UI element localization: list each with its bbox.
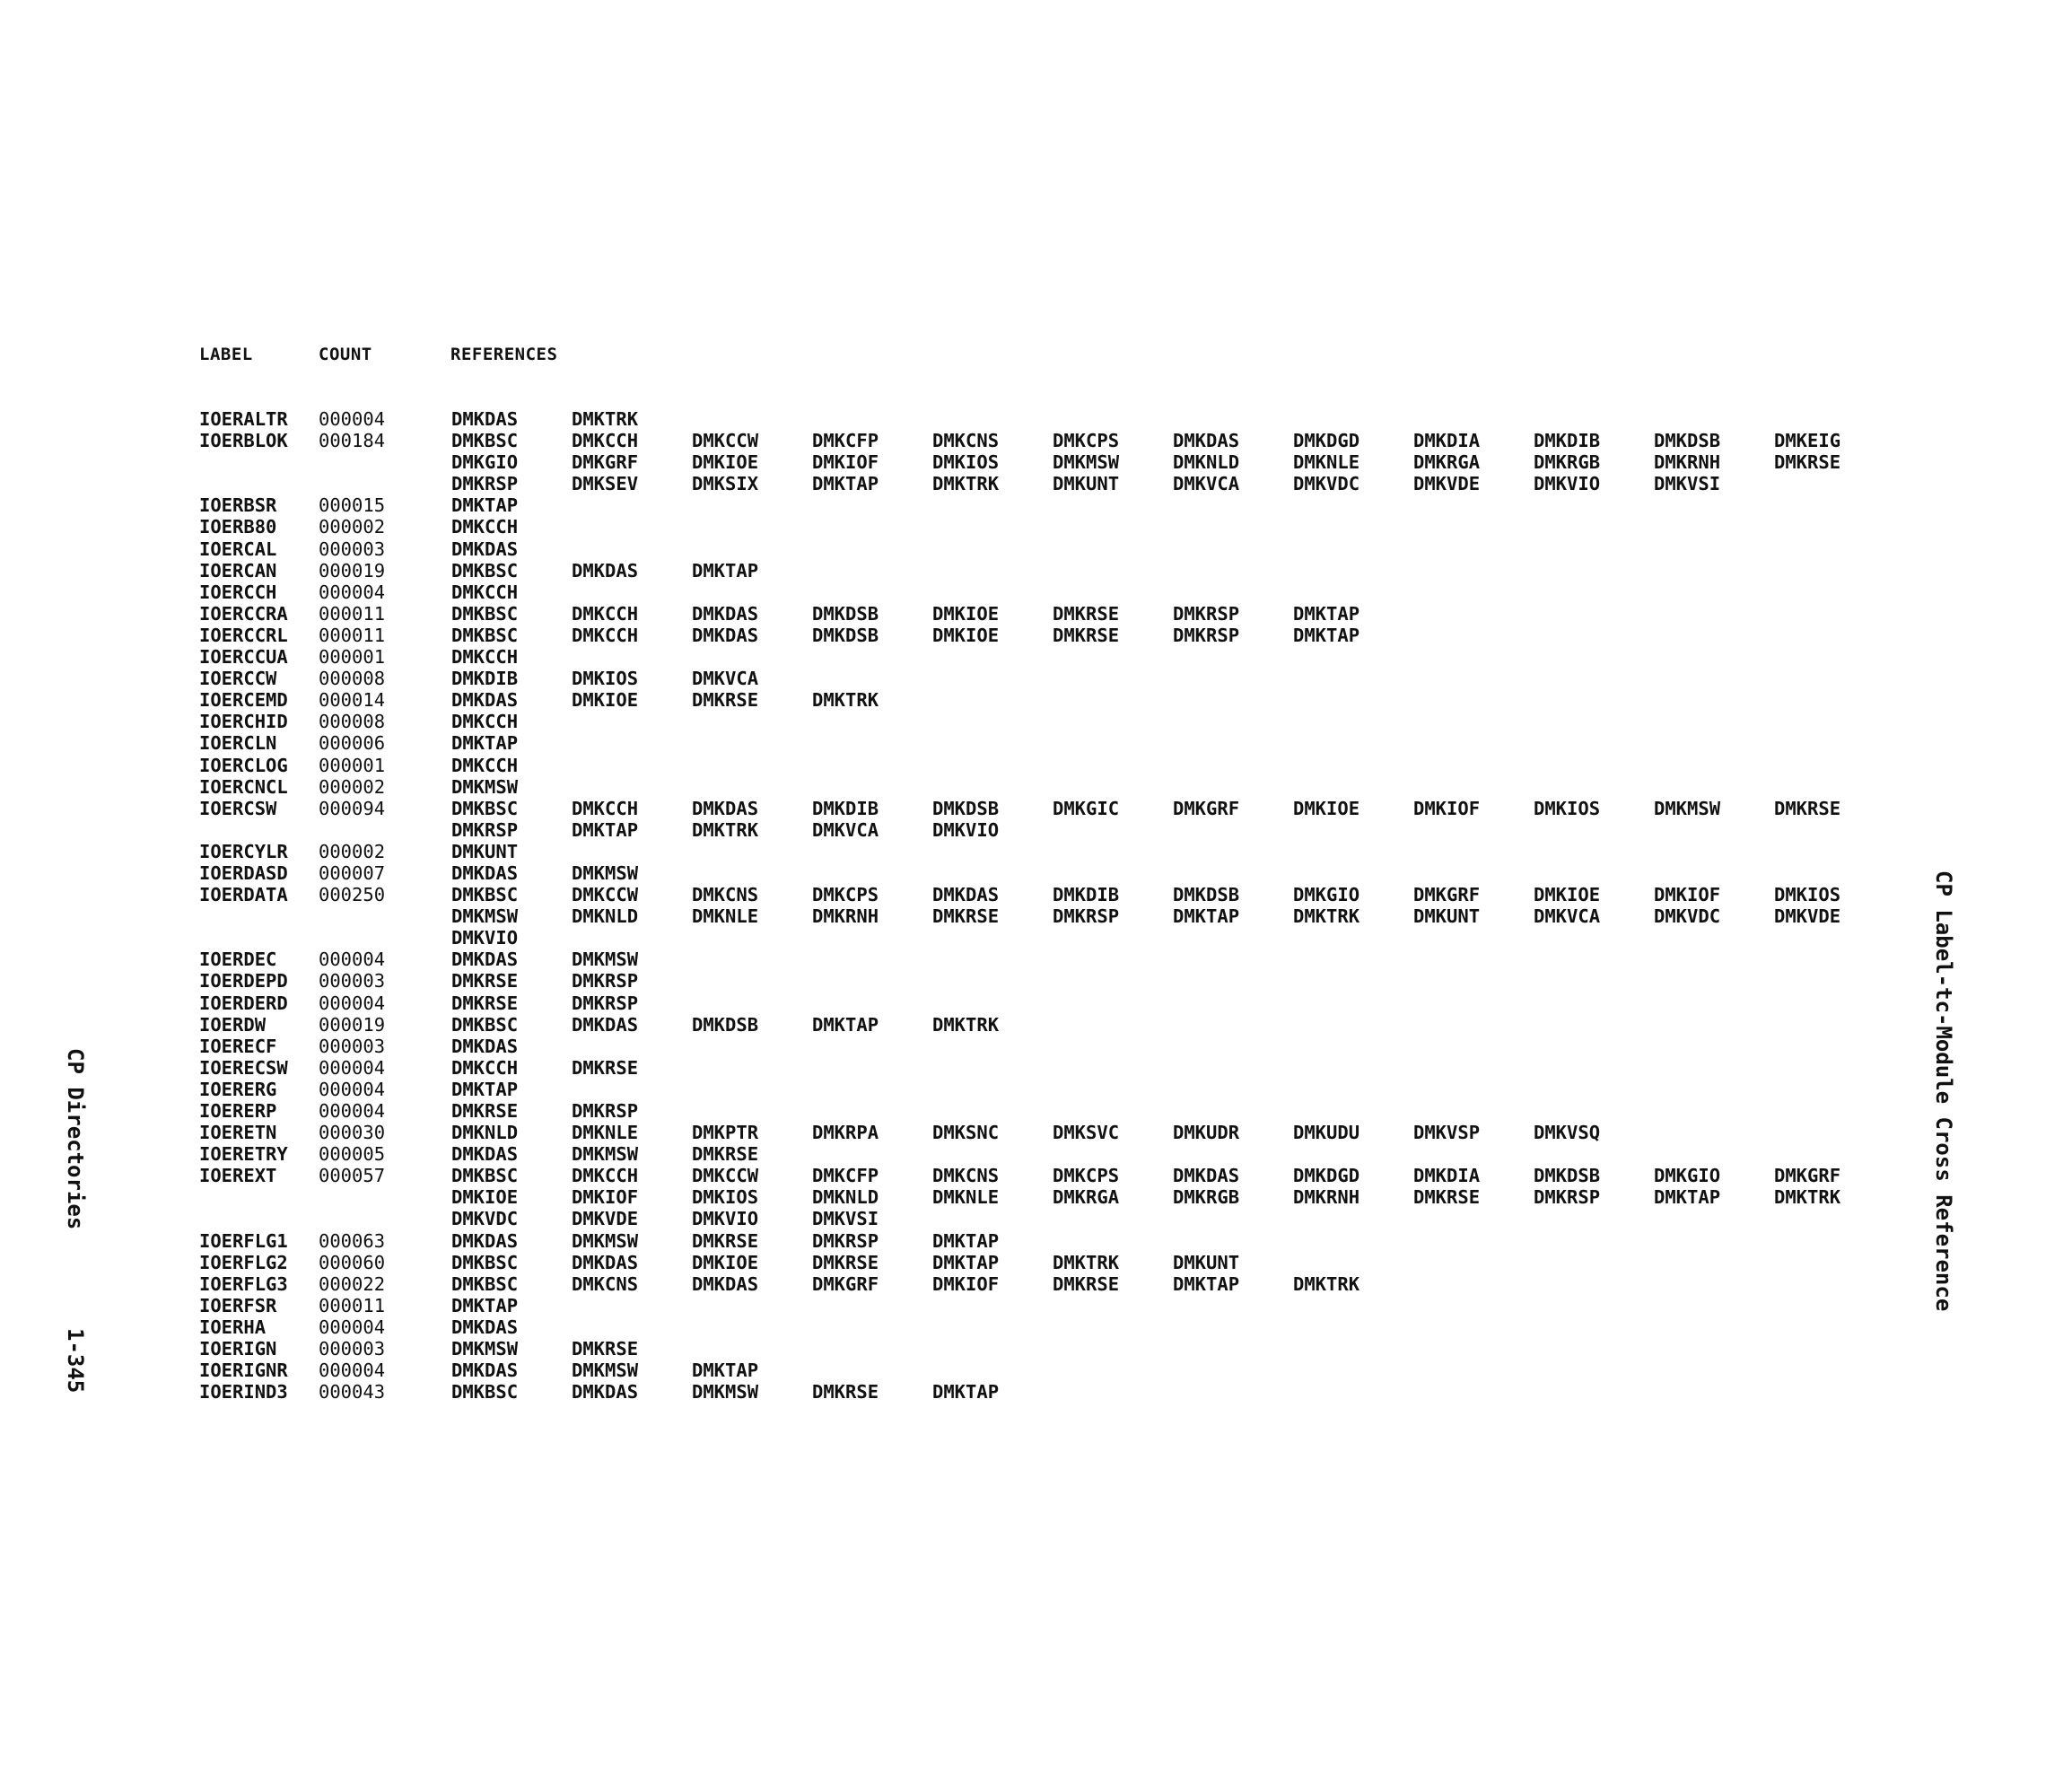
row-label: IOERFLG1: [199, 1229, 288, 1252]
row-count: 000011: [319, 624, 386, 646]
row-label: IOERERG: [199, 1078, 277, 1100]
row-reference: DMKNLE: [932, 1186, 1000, 1209]
row-reference: DMKTAP: [1654, 1186, 1721, 1209]
row-reference: DMKDIB: [1053, 884, 1120, 906]
row-label: IOERDEC: [199, 949, 277, 971]
row-reference: DMKDSB: [1654, 430, 1721, 452]
row-reference: DMKMSW: [572, 861, 639, 884]
row-reference: DMKIOE: [932, 624, 1000, 646]
row-label: IOERIGN: [199, 1338, 277, 1360]
row-reference: DMKIOS: [692, 1186, 759, 1209]
row-count: 000004: [319, 992, 386, 1014]
row-reference: DMKRSE: [451, 1100, 519, 1122]
row-reference: DMKIOS: [1774, 884, 1841, 906]
row-reference: DMKDAS: [451, 1143, 519, 1166]
row-count: 000002: [319, 775, 386, 798]
row-reference: DMKDAS: [692, 602, 759, 625]
row-reference: DMKVCA: [1173, 473, 1240, 495]
row-reference: DMKDAS: [451, 1035, 519, 1057]
row-reference: DMKBSC: [451, 1251, 519, 1273]
row-reference: DMKGIO: [1654, 1165, 1721, 1187]
row-reference: DMKBSC: [451, 430, 519, 452]
row-reference: DMKRNH: [1293, 1186, 1360, 1209]
header-count: COUNT: [319, 345, 372, 364]
row-reference: DMKRSE: [812, 1251, 879, 1273]
row-reference: DMKVDC: [451, 1208, 519, 1230]
row-reference: DMKMSW: [572, 949, 639, 971]
row-reference: DMKTAP: [932, 1251, 1000, 1273]
row-reference: DMKIOS: [932, 451, 1000, 474]
row-reference: DMKDAS: [932, 884, 1000, 906]
row-reference: DMKVCA: [692, 668, 759, 690]
row-label: IOERHA: [199, 1316, 267, 1338]
row-reference: DMKTAP: [1293, 602, 1360, 625]
row-reference: DMKDSB: [812, 602, 879, 625]
row-reference: DMKCCH: [572, 430, 639, 452]
row-label: IOERETRY: [199, 1143, 288, 1166]
row-label: IOERCCRA: [199, 602, 288, 625]
row-reference: DMKDSB: [1173, 884, 1240, 906]
row-reference: DMKRSE: [572, 1056, 639, 1079]
row-reference: DMKRSE: [692, 1143, 759, 1166]
row-reference: DMKDAS: [572, 1013, 639, 1036]
row-reference: DMKTAP: [1173, 1272, 1240, 1295]
row-reference: DMKDSB: [932, 797, 1000, 819]
row-reference: DMKDAS: [451, 1316, 519, 1338]
row-reference: DMKRSE: [451, 992, 519, 1014]
row-reference: DMKTRK: [932, 1013, 1000, 1036]
row-count: 000043: [319, 1381, 386, 1403]
row-reference: DMKDAS: [572, 1381, 639, 1403]
row-reference: DMKNLE: [692, 905, 759, 928]
row-reference: DMKNLE: [572, 1122, 639, 1144]
row-reference: DMKGRF: [572, 451, 639, 474]
row-label: IOERCEMD: [199, 689, 288, 712]
row-reference: DMKSVC: [1053, 1122, 1120, 1144]
row-reference: DMKTRK: [1293, 1272, 1360, 1295]
row-reference: DMKUNT: [1413, 905, 1481, 928]
row-reference: DMKMSW: [572, 1360, 639, 1382]
row-reference: DMKCCH: [572, 1165, 639, 1187]
row-count: 000011: [319, 1294, 386, 1316]
row-reference: DMKMSW: [572, 1229, 639, 1252]
row-reference: DMKRSP: [1173, 624, 1240, 646]
row-count: 000008: [319, 668, 386, 690]
row-reference: DMKTAP: [692, 559, 759, 581]
row-reference: DMKIOF: [932, 1272, 1000, 1295]
row-reference: DMKUNT: [451, 840, 519, 862]
row-count: 000001: [319, 754, 386, 776]
row-reference: DMKBSC: [451, 797, 519, 819]
row-label: IOERCAL: [199, 538, 277, 560]
row-reference: DMKTAP: [812, 473, 879, 495]
row-reference: DMKRPA: [812, 1122, 879, 1144]
row-reference: DMKIOF: [572, 1186, 639, 1209]
row-reference: DMKDIB: [1534, 430, 1601, 452]
row-reference: DMKBSC: [451, 1013, 519, 1036]
row-label: IOERFSR: [199, 1294, 277, 1316]
row-reference: DMKCNS: [692, 884, 759, 906]
row-count: 000004: [319, 1360, 386, 1382]
row-reference: DMKVCA: [1534, 905, 1601, 928]
row-reference: DMKTRK: [1053, 1251, 1120, 1273]
row-reference: DMKTAP: [572, 818, 639, 841]
row-reference: DMKRGA: [1413, 451, 1481, 474]
row-reference: DMKRSE: [572, 1338, 639, 1360]
row-reference: DMKNLD: [812, 1186, 879, 1209]
row-reference: DMKDAS: [1173, 430, 1240, 452]
row-label: IOERERP: [199, 1100, 277, 1122]
row-reference: DMKRGA: [1053, 1186, 1120, 1209]
row-count: 000030: [319, 1122, 386, 1144]
row-reference: DMKMSW: [572, 1143, 639, 1166]
row-reference: DMKIOE: [932, 602, 1000, 625]
row-reference: DMKRGB: [1534, 451, 1601, 474]
row-label: IOERBLOK: [199, 430, 288, 452]
row-reference: DMKMSW: [692, 1381, 759, 1403]
row-reference: DMKCCH: [572, 797, 639, 819]
row-count: 000002: [319, 516, 386, 538]
row-reference: DMKIOS: [1534, 797, 1601, 819]
row-reference: DMKNLE: [1293, 451, 1360, 474]
row-reference: DMKDAS: [451, 861, 519, 884]
row-label: IOERCCW: [199, 668, 277, 690]
row-label: IOEREXT: [199, 1165, 277, 1187]
row-reference: DMKRSP: [572, 992, 639, 1014]
row-reference: DMKRSE: [1774, 797, 1841, 819]
row-count: 000184: [319, 430, 386, 452]
row-reference: DMKTRK: [932, 473, 1000, 495]
row-reference: DMKDAS: [451, 408, 519, 430]
row-reference: DMKDIA: [1413, 430, 1481, 452]
row-label: IOERCLN: [199, 732, 277, 755]
row-reference: DMKSNC: [932, 1122, 1000, 1144]
row-reference: DMKIOE: [692, 1251, 759, 1273]
row-reference: DMKGIC: [1053, 797, 1120, 819]
row-reference: DMKBSC: [451, 1381, 519, 1403]
header-label: LABEL: [199, 345, 253, 364]
row-reference: DMKCCH: [451, 754, 519, 776]
row-reference: DMKRSP: [572, 970, 639, 992]
row-reference: DMKIOF: [1654, 884, 1721, 906]
row-reference: DMKVIO: [692, 1208, 759, 1230]
row-reference: DMKDAS: [572, 559, 639, 581]
row-reference: DMKTRK: [812, 689, 879, 712]
row-reference: DMKTAP: [932, 1229, 1000, 1252]
row-reference: DMKDAS: [692, 797, 759, 819]
row-reference: DMKUDR: [1173, 1122, 1240, 1144]
row-count: 000006: [319, 732, 386, 755]
row-reference: DMKTRK: [1774, 1186, 1841, 1209]
row-reference: DMKTRK: [1293, 905, 1360, 928]
row-count: 000094: [319, 797, 386, 819]
row-reference: DMKEIG: [1774, 430, 1841, 452]
row-count: 000060: [319, 1251, 386, 1273]
row-reference: DMKPTR: [692, 1122, 759, 1144]
page-number: 1-345: [63, 1328, 88, 1394]
row-reference: DMKCNS: [932, 1165, 1000, 1187]
row-count: 000019: [319, 559, 386, 581]
right-margin-caption: CP Label-tc-Module Cross Reference: [1931, 870, 1956, 1312]
row-reference: DMKVSI: [812, 1208, 879, 1230]
row-reference: DMKTAP: [692, 1360, 759, 1382]
row-reference: DMKVSP: [1413, 1122, 1481, 1144]
row-reference: DMKNLD: [1173, 451, 1240, 474]
row-reference: DMKIOF: [812, 451, 879, 474]
row-reference: DMKRSP: [451, 473, 519, 495]
row-reference: DMKBSC: [451, 624, 519, 646]
row-reference: DMKCPS: [1053, 1165, 1120, 1187]
row-reference: DMKCFP: [812, 1165, 879, 1187]
row-reference: DMKGIO: [451, 451, 519, 474]
row-label: IOERCCRL: [199, 624, 288, 646]
row-reference: DMKUNT: [1053, 473, 1120, 495]
row-count: 000063: [319, 1229, 386, 1252]
row-label: IOERBSR: [199, 494, 277, 517]
row-reference: DMKRSP: [1053, 905, 1120, 928]
row-reference: DMKBSC: [451, 1165, 519, 1187]
row-reference: DMKCCH: [451, 711, 519, 733]
row-reference: DMKRSP: [451, 818, 519, 841]
row-count: 000057: [319, 1165, 386, 1187]
row-reference: DMKRSP: [1173, 602, 1240, 625]
row-count: 000250: [319, 884, 386, 906]
row-label: IOERDASD: [199, 861, 288, 884]
row-count: 000004: [319, 581, 386, 603]
row-reference: DMKRSE: [1053, 602, 1120, 625]
row-label: IOERALTR: [199, 408, 288, 430]
row-reference: DMKCFP: [812, 430, 879, 452]
row-reference: DMKVCA: [812, 818, 879, 841]
row-reference: DMKIOF: [1413, 797, 1481, 819]
row-label: IOERDATA: [199, 884, 288, 906]
row-reference: DMKRSE: [692, 1229, 759, 1252]
row-reference: DMKMSW: [1053, 451, 1120, 474]
row-reference: DMKMSW: [451, 775, 519, 798]
row-reference: DMKGRF: [1413, 884, 1481, 906]
row-reference: DMKTRK: [572, 408, 639, 430]
row-label: IOERCNCL: [199, 775, 288, 798]
row-reference: DMKDAS: [451, 1360, 519, 1382]
row-reference: DMKCCW: [692, 430, 759, 452]
row-count: 000008: [319, 711, 386, 733]
row-count: 000015: [319, 494, 386, 517]
row-reference: DMKIOE: [572, 689, 639, 712]
row-reference: DMKCCW: [572, 884, 639, 906]
row-reference: DMKBSC: [451, 559, 519, 581]
row-reference: DMKGRF: [1774, 1165, 1841, 1187]
row-reference: DMKTAP: [932, 1381, 1000, 1403]
row-reference: DMKGRF: [1173, 797, 1240, 819]
row-reference: DMKDAS: [451, 949, 519, 971]
row-reference: DMKCCH: [451, 1056, 519, 1079]
row-reference: DMKBSC: [451, 602, 519, 625]
row-reference: DMKDAS: [451, 1229, 519, 1252]
left-margin-caption: [0, 1048, 88, 1775]
header-references: REFERENCES: [450, 345, 558, 364]
row-reference: DMKTAP: [451, 1078, 519, 1100]
row-reference: DMKMSW: [451, 1338, 519, 1360]
row-reference: DMKCCH: [572, 624, 639, 646]
row-reference: DMKRSP: [1534, 1186, 1601, 1209]
row-reference: DMKRSE: [1053, 624, 1120, 646]
row-count: 000004: [319, 1316, 386, 1338]
row-label: IOERCCH: [199, 581, 277, 603]
row-reference: DMKGIO: [1293, 884, 1360, 906]
row-reference: DMKIOE: [1293, 797, 1360, 819]
row-label: IOERCYLR: [199, 840, 288, 862]
row-reference: DMKDIB: [812, 797, 879, 819]
row-reference: DMKCCH: [451, 581, 519, 603]
row-reference: DMKVDE: [1413, 473, 1481, 495]
row-reference: DMKDGD: [1293, 1165, 1360, 1187]
row-reference: DMKTAP: [451, 1294, 519, 1316]
row-reference: DMKIOE: [1534, 884, 1601, 906]
row-reference: DMKDIB: [451, 668, 519, 690]
row-reference: DMKNLD: [451, 1122, 519, 1144]
row-reference: DMKIOS: [572, 668, 639, 690]
row-reference: DMKTAP: [812, 1013, 879, 1036]
row-reference: DMKDAS: [692, 1272, 759, 1295]
row-reference: DMKRNH: [1654, 451, 1721, 474]
row-reference: DMKVIO: [932, 818, 1000, 841]
row-count: 000002: [319, 840, 386, 862]
row-reference: DMKVSQ: [1534, 1122, 1601, 1144]
row-count: 000014: [319, 689, 386, 712]
row-reference: DMKCNS: [932, 430, 1000, 452]
row-count: 000019: [319, 1013, 386, 1036]
row-reference: DMKIOE: [692, 451, 759, 474]
row-count: 000003: [319, 1035, 386, 1057]
row-count: 000003: [319, 970, 386, 992]
row-reference: DMKDSB: [692, 1013, 759, 1036]
row-reference: DMKUNT: [1173, 1251, 1240, 1273]
row-reference: DMKDAS: [692, 624, 759, 646]
row-reference: DMKRSE: [1413, 1186, 1481, 1209]
row-reference: DMKVSI: [1654, 473, 1721, 495]
row-reference: DMKTAP: [451, 732, 519, 755]
row-reference: DMKGRF: [812, 1272, 879, 1295]
section-title: CP Directories: [63, 1048, 88, 1230]
row-reference: DMKIOE: [451, 1186, 519, 1209]
row-reference: DMKDAS: [451, 538, 519, 560]
row-reference: DMKCCH: [451, 516, 519, 538]
row-reference: DMKVIO: [451, 927, 519, 949]
row-label: IOERCLOG: [199, 754, 288, 776]
row-count: 000004: [319, 408, 386, 430]
row-reference: DMKCPS: [812, 884, 879, 906]
row-label: IOERDERD: [199, 992, 288, 1014]
row-reference: DMKDAS: [572, 1251, 639, 1273]
row-reference: DMKVDE: [1774, 905, 1841, 928]
row-label: IOERCSW: [199, 797, 277, 819]
row-label: IOERDEPD: [199, 970, 288, 992]
row-count: 000011: [319, 602, 386, 625]
row-label: IOERB80: [199, 516, 277, 538]
row-count: 000004: [319, 1078, 386, 1100]
row-reference: DMKSIX: [692, 473, 759, 495]
row-count: 000022: [319, 1272, 386, 1295]
row-reference: DMKTRK: [692, 818, 759, 841]
row-label: IOERECSW: [199, 1056, 288, 1079]
row-reference: DMKRSE: [932, 905, 1000, 928]
row-count: 000007: [319, 861, 386, 884]
row-reference: DMKRSE: [451, 970, 519, 992]
row-reference: DMKRSE: [692, 689, 759, 712]
row-reference: DMKRSE: [1053, 1272, 1120, 1295]
row-reference: DMKBSC: [451, 884, 519, 906]
row-reference: DMKMSW: [451, 905, 519, 928]
row-reference: DMKRSP: [812, 1229, 879, 1252]
row-reference: DMKUDU: [1293, 1122, 1360, 1144]
row-reference: DMKSEV: [572, 473, 639, 495]
row-reference: DMKMSW: [1654, 797, 1721, 819]
row-label: IOERFLG3: [199, 1272, 288, 1295]
row-label: IOERDW: [199, 1013, 267, 1036]
row-reference: DMKCCH: [451, 646, 519, 669]
row-count: 000004: [319, 1100, 386, 1122]
row-reference: DMKDAS: [451, 689, 519, 712]
row-reference: DMKCNS: [572, 1272, 639, 1295]
row-reference: DMKDIA: [1413, 1165, 1481, 1187]
row-reference: DMKCPS: [1053, 430, 1120, 452]
row-reference: DMKTAP: [451, 494, 519, 517]
row-label: IOERETN: [199, 1122, 277, 1144]
row-reference: DMKTAP: [1293, 624, 1360, 646]
row-label: IOERIGNR: [199, 1360, 288, 1382]
row-reference: DMKRSP: [572, 1100, 639, 1122]
row-reference: DMKRGB: [1173, 1186, 1240, 1209]
row-count: 000003: [319, 538, 386, 560]
row-count: 000005: [319, 1143, 386, 1166]
row-reference: DMKVDE: [572, 1208, 639, 1230]
row-reference: DMKRNH: [812, 905, 879, 928]
row-reference: DMKVDC: [1293, 473, 1360, 495]
row-count: 000004: [319, 949, 386, 971]
row-reference: DMKVIO: [1534, 473, 1601, 495]
row-reference: DMKCCW: [692, 1165, 759, 1187]
row-label: IOERCHID: [199, 711, 288, 733]
row-reference: DMKNLD: [572, 905, 639, 928]
row-label: IOERCCUA: [199, 646, 288, 669]
row-reference: DMKTAP: [1173, 905, 1240, 928]
row-label: IOERIND3: [199, 1381, 288, 1403]
row-reference: DMKCCH: [572, 602, 639, 625]
row-reference: DMKRSE: [812, 1381, 879, 1403]
row-label: IOERFLG2: [199, 1251, 288, 1273]
row-reference: DMKVDC: [1654, 905, 1721, 928]
row-reference: DMKDAS: [1173, 1165, 1240, 1187]
row-reference: DMKDSB: [1534, 1165, 1601, 1187]
row-label: IOERCAN: [199, 559, 277, 581]
row-reference: DMKDSB: [812, 624, 879, 646]
row-count: 000004: [319, 1056, 386, 1079]
row-reference: DMKRSE: [1774, 451, 1841, 474]
row-count: 000001: [319, 646, 386, 669]
row-reference: DMKDGD: [1293, 430, 1360, 452]
row-label: IOERECF: [199, 1035, 277, 1057]
row-count: 000003: [319, 1338, 386, 1360]
row-reference: DMKBSC: [451, 1272, 519, 1295]
